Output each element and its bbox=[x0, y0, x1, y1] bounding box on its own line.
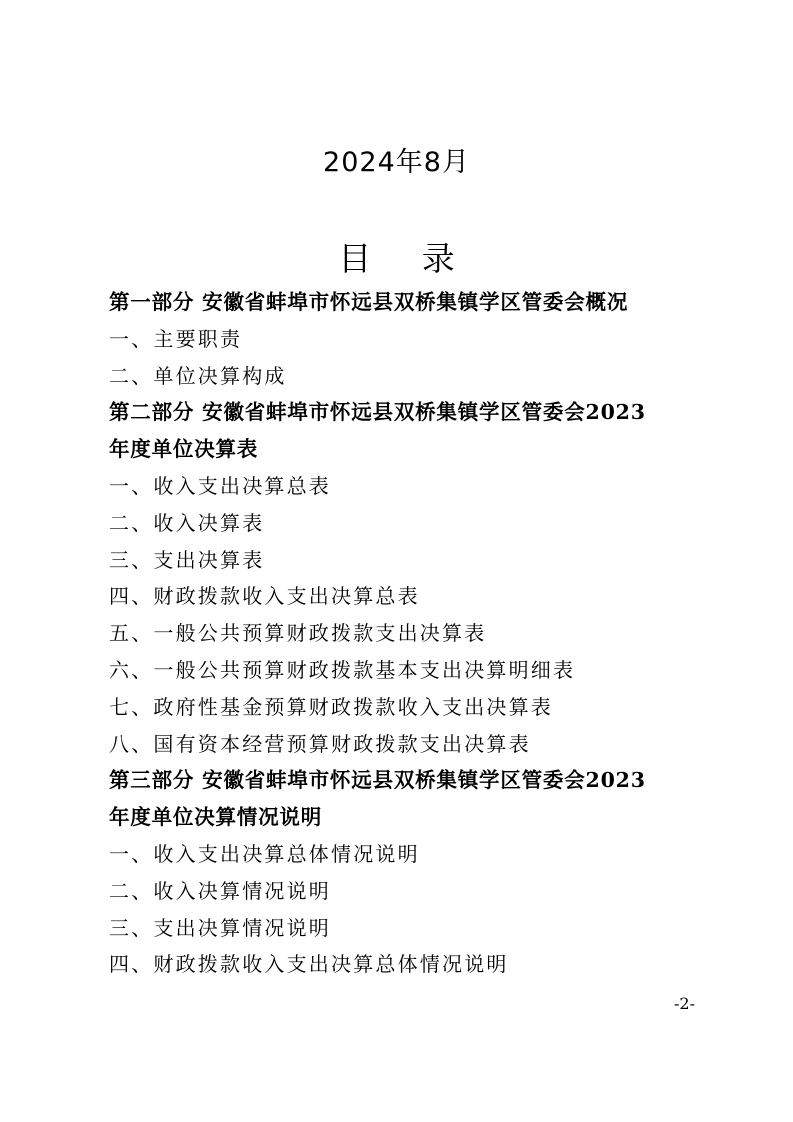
toc-part-3-heading: 第三部分 安徽省蚌埠市怀远县双桥集镇学区管委会2023 bbox=[109, 768, 646, 793]
toc-item: 三、支出决算表 bbox=[109, 547, 265, 572]
table-of-contents bbox=[109, 284, 699, 983]
toc-part-1-heading: 第一部分 安徽省蚌埠市怀远县双桥集镇学区管委会概况 bbox=[109, 290, 629, 314]
toc-part-2-heading: 第二部分 安徽省蚌埠市怀远县双桥集镇学区管委会2023 bbox=[109, 400, 646, 425]
toc-part-2-heading-cont: 年度单位决算表 bbox=[109, 437, 259, 462]
toc-item: 三、支出决算情况说明 bbox=[109, 915, 331, 940]
toc-item: 四、财政拨款收入支出决算总表 bbox=[109, 584, 420, 609]
toc-item: 七、政府性基金预算财政拨款收入支出决算表 bbox=[109, 694, 553, 719]
toc-item: 四、财政拨款收入支出决算总体情况说明 bbox=[109, 952, 509, 977]
toc-item: 二、单位决算构成 bbox=[109, 363, 287, 388]
page-number: -2- bbox=[674, 994, 695, 1013]
toc-item: 六、一般公共预算财政拨款基本支出决算明细表 bbox=[109, 657, 576, 682]
toc-item: 二、收入决算表 bbox=[109, 510, 265, 535]
toc-item: 五、一般公共预算财政拨款支出决算表 bbox=[109, 621, 487, 646]
toc-item: 一、收入支出决算总体情况说明 bbox=[109, 841, 420, 866]
toc-item: 一、主要职责 bbox=[109, 326, 243, 351]
report-date: 2024年8月 bbox=[323, 147, 470, 178]
toc-title: 目 录 bbox=[338, 239, 475, 278]
toc-item: 一、收入支出决算总表 bbox=[109, 473, 331, 498]
toc-item: 二、收入决算情况说明 bbox=[109, 878, 331, 903]
toc-part-3-heading-cont: 年度单位决算情况说明 bbox=[109, 805, 322, 830]
toc-item: 八、国有资本经营预算财政拨款支出决算表 bbox=[109, 731, 531, 756]
